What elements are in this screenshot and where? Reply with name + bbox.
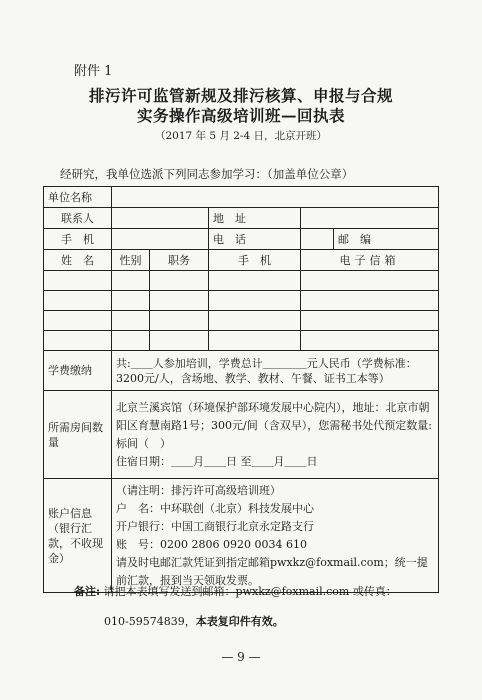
- contact-field[interactable]: [112, 208, 209, 229]
- intro-text: 经研究，我单位选派下列同志参加学习：（加盖单位公章）: [60, 167, 354, 181]
- header-email: 电子信箱: [301, 250, 439, 271]
- contact-label: 联系人: [44, 208, 112, 229]
- account-number: 账 号：0200 2806 0920 0034 610: [116, 537, 307, 551]
- mobile-label: 手 机: [44, 229, 112, 250]
- attendee-row[interactable]: [44, 311, 439, 331]
- phone-label: 电 话: [209, 229, 301, 250]
- postcode-cell[interactable]: [334, 229, 439, 250]
- fee-label: 学费缴纳: [44, 351, 112, 391]
- attendee-row[interactable]: [44, 271, 439, 291]
- org-name-label: 单位名称: [44, 187, 112, 208]
- account-cell: [112, 479, 439, 593]
- remarks-label: 备注:: [74, 585, 101, 598]
- attachment-label: 附件 1: [74, 64, 113, 79]
- registration-form-table: [43, 186, 439, 593]
- header-gender: 性别: [112, 250, 150, 271]
- document-title-line2: 实务操作高级培训班—回执表: [136, 106, 345, 125]
- room-row: [44, 391, 439, 479]
- document-subtitle: （2017 年 5 月 2-4 日，北京开班）: [155, 130, 327, 142]
- mobile-row: [44, 229, 439, 250]
- header-mobile: 手 机: [209, 250, 301, 271]
- remarks-line2: [104, 613, 284, 629]
- remarks-line1: [74, 583, 397, 599]
- attendee-row[interactable]: [44, 291, 439, 311]
- document-title-line1: 排污许可监管新规及排污核算、申报与合规: [88, 86, 393, 105]
- checkin-date-text: 住宿日期：＿＿月＿＿日 至＿＿月＿＿日: [116, 454, 318, 468]
- header-position: 职务: [150, 250, 209, 271]
- mobile-field[interactable]: [112, 229, 209, 250]
- account-instructions: 请及时电邮汇款凭证到指定邮箱pwxkz@foxmail.com；统一提前汇款，报到当天领取发票。: [116, 555, 428, 587]
- fee-text[interactable]: 共:＿＿人参加培训，学费总计＿＿＿＿元人民币（学费标准：3200元/人，含场地、教学、教材、午餐、证书工本等）: [112, 351, 439, 391]
- contact-row: [44, 208, 439, 229]
- fee-row: [44, 351, 439, 391]
- address-field[interactable]: [301, 208, 439, 229]
- org-name-field[interactable]: [112, 187, 439, 208]
- org-name-row: [44, 187, 439, 208]
- account-row: [44, 479, 439, 593]
- attendee-header-row: [44, 250, 439, 271]
- room-text: 北京兰溪宾馆（环境保护部环境发展中心院内），地址：北京市朝阳区育慧南路1号；300元/间（含双早），您需秘书处代预定数量:标间（ ）: [116, 400, 432, 450]
- page-number: — 9 —: [221, 650, 261, 664]
- header-name: 姓 名: [44, 250, 112, 271]
- account-name: 户 名：中环联创（北京）科技发展中心: [116, 501, 314, 515]
- room-cell[interactable]: [112, 391, 439, 479]
- attendee-row[interactable]: [44, 331, 439, 351]
- account-label: 账户信息（银行汇款，不收现金）: [44, 479, 112, 593]
- remarks-fax: 010-59574839，: [104, 615, 196, 628]
- address-label: 地 址: [209, 208, 301, 229]
- account-bank: 开户银行：中国工商银行北京永定路支行: [116, 519, 314, 533]
- remarks-text: 请把本表填写发送到邮箱：pwxkz@foxmail.com 或传真：: [103, 585, 397, 598]
- remarks-validity: 本表复印件有效。: [195, 615, 284, 628]
- account-note: （请注明：排污许可高级培训班）: [116, 483, 281, 497]
- postcode-label: 邮 编: [338, 232, 371, 246]
- phone-field[interactable]: [301, 229, 334, 250]
- room-label: 所需房间数量: [44, 391, 112, 479]
